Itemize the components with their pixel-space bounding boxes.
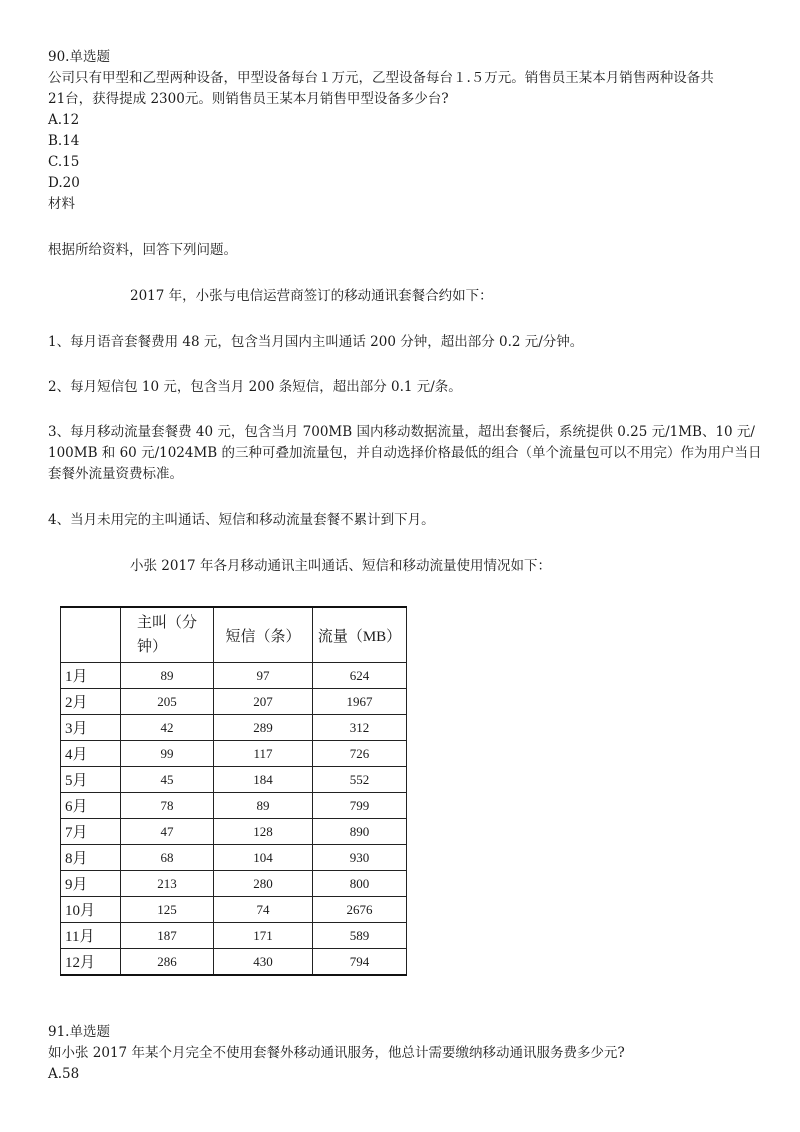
cell-data: 589	[313, 923, 407, 949]
table-row	[61, 715, 407, 741]
cell-calls: 45	[121, 767, 214, 793]
header-calls-line2: 钟）	[137, 639, 168, 655]
cell-data: 799	[313, 793, 407, 819]
table-row	[61, 741, 407, 767]
header-month	[61, 607, 121, 663]
table-row	[61, 897, 407, 923]
usage-table-header-row	[61, 607, 407, 663]
table-row	[61, 923, 407, 949]
contract-term-1: 1、每月语音套餐费用 48 元，包含当月国内主叫通话 200 分钟，超出部分 0.2 元/分钟。	[48, 334, 584, 350]
cell-month: 4月	[61, 741, 121, 767]
header-calls	[121, 607, 214, 663]
cell-month: 7月	[61, 819, 121, 845]
q90-stem-line2: 21台，获得提成 2300元。则销售员王某本月销售甲型设备多少台?	[48, 91, 449, 107]
contract-term-2: 2、每月短信包 10 元，包含当月 200 条短信，超出部分 0.1 元/条。	[48, 379, 462, 395]
cell-sms: 430	[214, 949, 313, 976]
q90-stem-line1: 公司只有甲型和乙型两种设备，甲型设备每台１万元，乙型设备每台１.５万元。销售员王某本月销售两种设备共	[48, 70, 714, 86]
table-row	[61, 689, 407, 715]
cell-calls: 205	[121, 689, 214, 715]
material-label: 材料	[48, 196, 75, 212]
cell-month: 2月	[61, 689, 121, 715]
cell-calls: 47	[121, 819, 214, 845]
cell-data: 800	[313, 871, 407, 897]
cell-sms: 171	[214, 923, 313, 949]
contract-term-4: 4、当月未用完的主叫通话、短信和移动流量套餐不累计到下月。	[48, 512, 435, 528]
cell-month: 3月	[61, 715, 121, 741]
cell-calls: 42	[121, 715, 214, 741]
q90-option-d: D.20	[48, 175, 80, 191]
cell-data: 890	[313, 819, 407, 845]
table-row	[61, 767, 407, 793]
cell-sms: 289	[214, 715, 313, 741]
cell-data: 794	[313, 949, 407, 976]
cell-month: 1月	[61, 663, 121, 689]
cell-data: 930	[313, 845, 407, 871]
cell-sms: 280	[214, 871, 313, 897]
q91-stem: 如小张 2017 年某个月完全不使用套餐外移动通讯服务，他总计需要缴纳移动通讯服务费多少元?	[48, 1045, 625, 1061]
cell-month: 9月	[61, 871, 121, 897]
table-row	[61, 949, 407, 976]
cell-calls: 187	[121, 923, 214, 949]
cell-calls: 99	[121, 741, 214, 767]
cell-calls: 213	[121, 871, 214, 897]
contract-term-3-line2: 100MB 和 60 元/1024MB 的三种可叠加流量包，并自动选择价格最低的组合（单个流量包可以不用完）作为用户当日	[48, 445, 762, 461]
cell-sms: 74	[214, 897, 313, 923]
usage-table-body	[61, 663, 407, 976]
q91-option-a: A.58	[48, 1066, 80, 1082]
cell-calls: 89	[121, 663, 214, 689]
table-row	[61, 819, 407, 845]
q90-option-a: A.12	[48, 112, 80, 128]
cell-data: 624	[313, 663, 407, 689]
cell-sms: 117	[214, 741, 313, 767]
q90-option-c: C.15	[48, 154, 80, 170]
cell-month: 12月	[61, 949, 121, 976]
cell-data: 726	[313, 741, 407, 767]
table-row	[61, 793, 407, 819]
contract-intro: 2017 年，小张与电信运营商签订的移动通讯套餐合约如下：	[130, 288, 493, 304]
cell-calls: 68	[121, 845, 214, 871]
usage-intro: 小张 2017 年各月移动通讯主叫通话、短信和移动流量使用情况如下：	[130, 558, 551, 574]
header-sms: 短信（条）	[214, 607, 313, 663]
cell-month: 10月	[61, 897, 121, 923]
material-intro: 根据所给资料，回答下列问题。	[48, 242, 237, 258]
cell-sms: 89	[214, 793, 313, 819]
cell-calls: 286	[121, 949, 214, 976]
cell-month: 8月	[61, 845, 121, 871]
contract-term-3-line3: 套餐外流量资费标准。	[48, 466, 183, 482]
cell-data: 2676	[313, 897, 407, 923]
table-row	[61, 871, 407, 897]
contract-term-3-line1: 3、每月移动流量套餐费 40 元，包含当月 700MB 国内移动数据流量，超出套餐后，系统提供 0.25 元/1MB、10 元/	[48, 424, 755, 440]
header-calls-line1: 主叫（分	[137, 615, 198, 631]
q91-header: 91.单选题	[48, 1024, 110, 1040]
cell-month: 5月	[61, 767, 121, 793]
cell-sms: 97	[214, 663, 313, 689]
usage-table	[60, 606, 407, 976]
cell-sms: 128	[214, 819, 313, 845]
cell-data: 312	[313, 715, 407, 741]
cell-data: 552	[313, 767, 407, 793]
cell-month: 11月	[61, 923, 121, 949]
cell-sms: 184	[214, 767, 313, 793]
cell-calls: 78	[121, 793, 214, 819]
cell-sms: 207	[214, 689, 313, 715]
header-data: 流量（MB）	[313, 607, 407, 663]
cell-calls: 125	[121, 897, 214, 923]
q90-header: 90.单选题	[48, 49, 110, 65]
table-row	[61, 845, 407, 871]
q90-option-b: B.14	[48, 133, 80, 149]
cell-data: 1967	[313, 689, 407, 715]
table-row	[61, 663, 407, 689]
cell-sms: 104	[214, 845, 313, 871]
cell-month: 6月	[61, 793, 121, 819]
